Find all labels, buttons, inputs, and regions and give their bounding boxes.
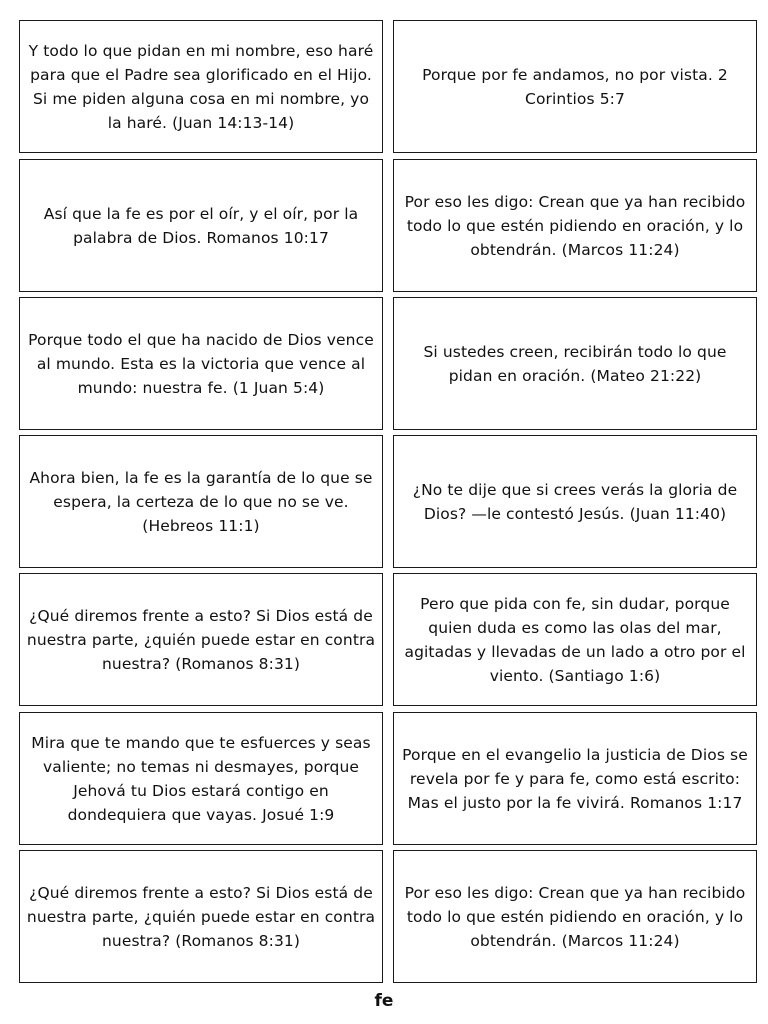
verse-text: Pero que pida con fe, sin dudar, porque quien duda es como las olas del mar, agitadas y llevadas de un lado a otro por el viento. (Santiago 1:6) [404, 594, 746, 685]
verse-card [393, 435, 757, 568]
verse-text: Por eso les digo: Crean que ya han recibido todo lo que estén pidiendo en oración, y lo obtendrán. (Marcos 11:24) [404, 192, 746, 259]
verse-card [393, 159, 757, 292]
verse-text: Así que la fe es por el oír, y el oír, por la palabra de Dios. Romanos 10:17 [43, 204, 359, 247]
verse-card [19, 435, 383, 568]
verse-card [19, 573, 383, 706]
verse-card [19, 850, 383, 983]
verse-text: Porque todo el que ha nacido de Dios vence al mundo. Esta es la victoria que vence al mundo: nuestra fe. (1 Juan 5:4) [28, 330, 374, 397]
verse-text: Y todo lo que pidan en mi nombre, eso haré para que el Padre sea glorificado en el Hijo. Si me piden alguna cosa en mi nombre, yo la haré. (Juan 14:13-14) [28, 41, 374, 132]
verse-text: ¿No te dije que si crees verás la gloria de Dios? —le contestó Jesús. (Juan 11:40) [412, 480, 738, 523]
verse-card [393, 573, 757, 706]
verse-text: Si ustedes creen, recibirán todo lo que pidan en oración. (Mateo 21:22) [423, 342, 727, 385]
page-footer-label: fe [374, 991, 394, 1011]
verse-text: Por eso les digo: Crean que ya han recibido todo lo que estén pidiendo en oración, y lo obtendrán. (Marcos 11:24) [404, 883, 746, 950]
verse-text: ¿Qué diremos frente a esto? Si Dios está de nuestra parte, ¿quién puede estar en contra nuestra? (Romanos 8:31) [26, 883, 376, 950]
verse-text: Porque por fe andamos, no por vista. 2 Corintios 5:7 [422, 65, 728, 108]
verse-text: ¿Qué diremos frente a esto? Si Dios está de nuestra parte, ¿quién puede estar en contra nuestra? (Romanos 8:31) [26, 606, 376, 673]
verse-text: Porque en el evangelio la justicia de Dios se revela por fe y para fe, como está escrito: Mas el justo por la fe vivirá. Romanos 1:17 [402, 745, 748, 812]
verse-card [19, 159, 383, 292]
verse-card [19, 297, 383, 430]
verse-text: Ahora bien, la fe es la garantía de lo que se espera, la certeza de lo que no se ve. (Hebreos 11:1) [29, 468, 373, 535]
verse-card [393, 850, 757, 983]
verse-card [19, 20, 383, 153]
verse-text: Mira que te mando que te esfuerces y seas valiente; no temas ni desmayes, porque Jehová tu Dios estará contigo en dondequiera que vayas. Josué 1:9 [31, 733, 371, 824]
verse-card [19, 712, 383, 845]
verse-card [393, 297, 757, 430]
verse-card [393, 20, 757, 153]
verse-card [393, 712, 757, 845]
